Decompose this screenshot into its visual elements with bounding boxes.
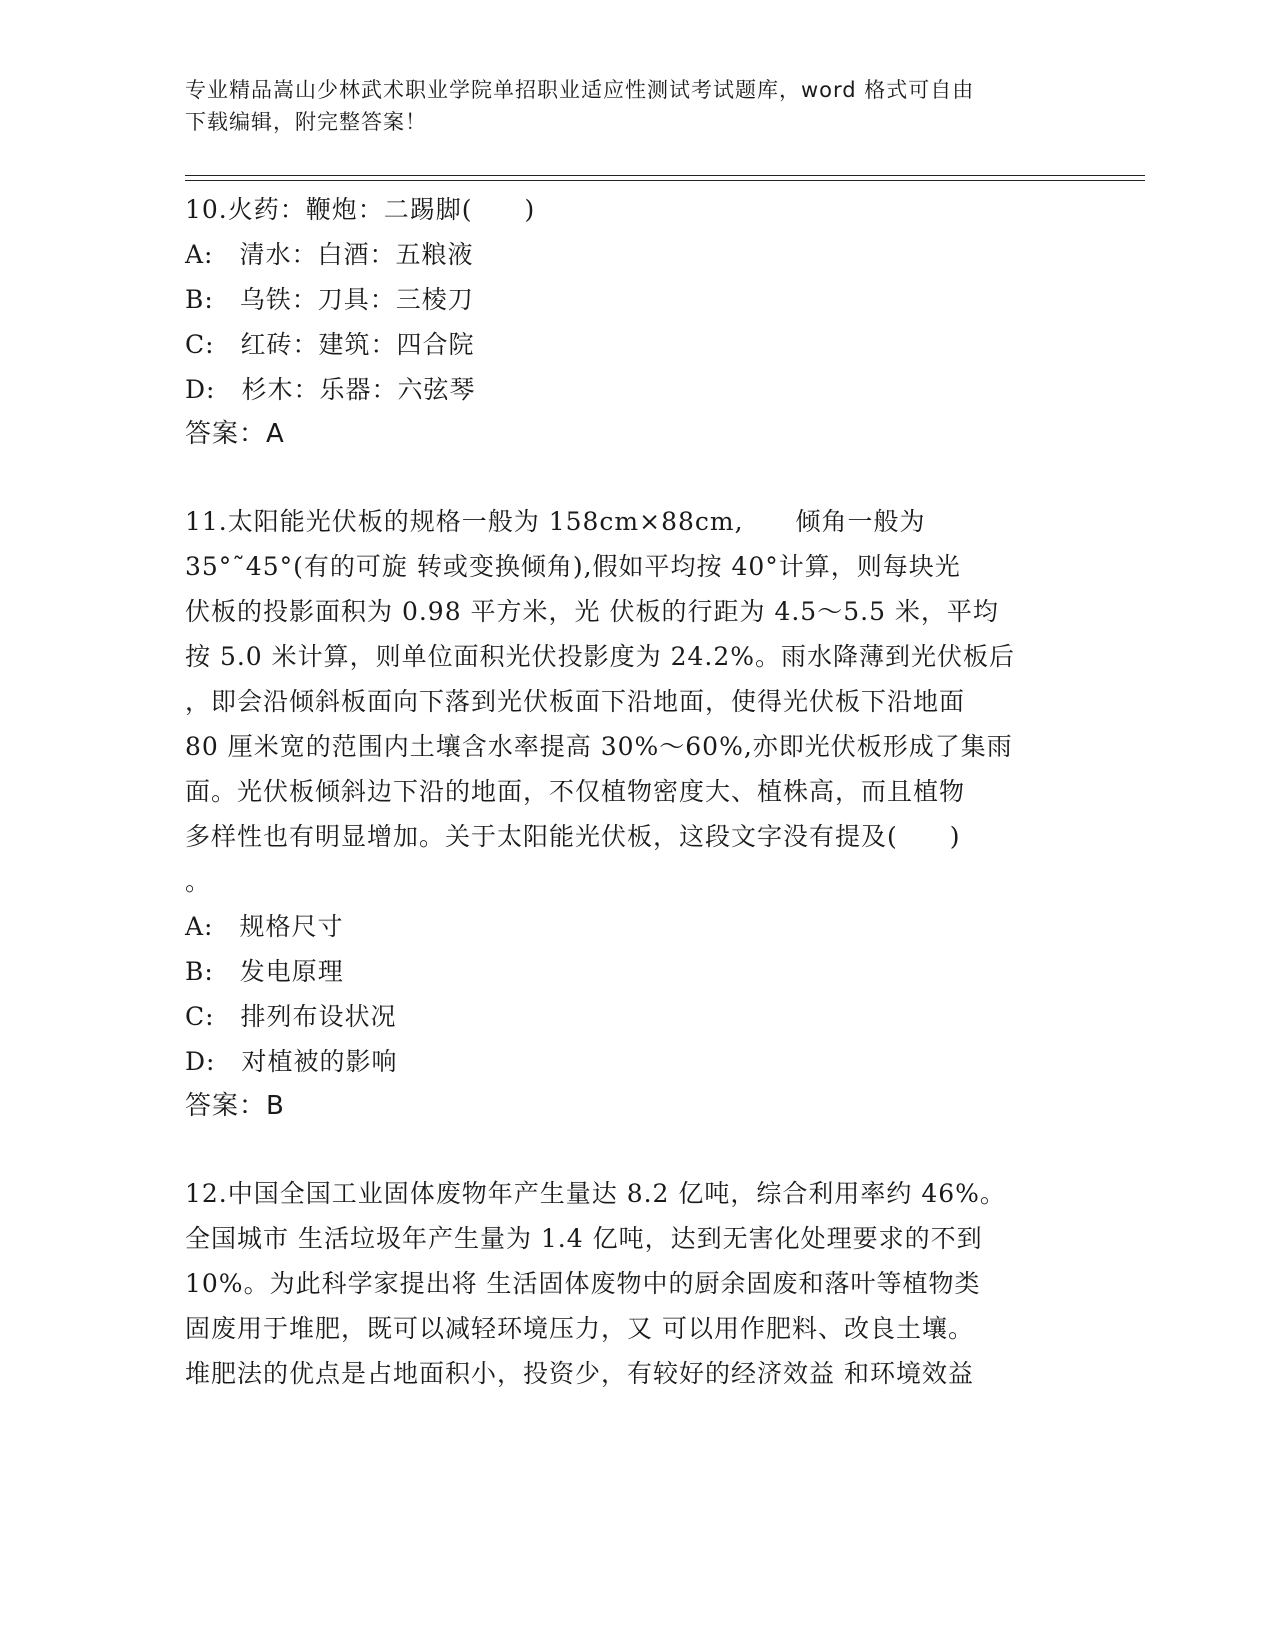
q10-option-a: A: 清水：白酒：五粮液 <box>185 240 474 269</box>
q11-option-b: B: 发电原理 <box>185 957 344 986</box>
q11-line-7: 面。光伏板倾斜边下沿的地面，不仅植物密度大、植株高，而且植物 <box>185 777 966 806</box>
q10-option-b: B: 乌铁：刀具：三棱刀 <box>185 285 474 314</box>
q10-stem: 10.火药：鞭炮：二踢脚( ) <box>185 195 536 224</box>
q10-option-c: C: 红砖：建筑：四合院 <box>185 330 475 359</box>
q11-line-4: 按 5.0 米计算，则单位面积光伏投影度为 24.2%。雨水降薄到光伏板后 <box>185 642 1016 671</box>
q10-option-d: D: 杉木：乐器：六弦琴 <box>185 375 476 404</box>
q12-line-3: 10%。为此科学家提出将 生活固体废物中的厨余固废和落叶等植物类 <box>185 1269 981 1298</box>
question-spacer <box>185 457 1085 499</box>
header-line-1: 专业精品嵩山少林武术职业学院单招职业适应性测试考试题库，word 格式可自由 <box>185 78 975 102</box>
q11-line-6: 80 厘米宽的范围内土壤含水率提高 30%～60%,亦即光伏板形成了集雨 <box>185 732 1013 761</box>
q12-line-5: 堆肥法的优点是占地面积小，投资少，有较好的经济效益 和环境效益 <box>185 1359 974 1388</box>
q12-line-2: 全国城市 生活垃圾年产生量为 1.4 亿吨，达到无害化处理要求的不到 <box>185 1224 983 1253</box>
document-header <box>185 74 1065 138</box>
q11-option-c: C: 排列布设状况 <box>185 1002 397 1031</box>
header-divider-bottom <box>185 180 1145 181</box>
header-divider-top <box>185 175 1145 176</box>
q12-line-4: 固废用于堆肥，既可以减轻环境压力，又 可以用作肥料、改良土壤。 <box>185 1314 974 1343</box>
q11-answer: 答案：B <box>185 1091 285 1121</box>
q10-answer: 答案：A <box>185 419 285 449</box>
q11-option-a: A: 规格尺寸 <box>185 912 344 941</box>
question-content <box>185 187 1085 1396</box>
q11-line-2: 35°˜45°(有的可旋 转或变换倾角),假如平均按 40°计算，则每块光 <box>185 552 961 581</box>
question-spacer <box>185 1129 1085 1171</box>
q11-line-1: 11.太阳能光伏板的规格一般为 158cm×88cm, 倾角一般为 <box>185 507 926 536</box>
q11-option-d: D: 对植被的影响 <box>185 1047 398 1076</box>
q11-line-8: 多样性也有明显增加。关于太阳能光伏板，这段文字没有提及( ) <box>185 822 961 851</box>
q11-line-5: ，即会沿倾斜板面向下落到光伏板面下沿地面，使得光伏板下沿地面 <box>185 687 966 716</box>
q12-line-1: 12.中国全国工业固体废物年产生量达 8.2 亿吨，综合利用率约 46%。 <box>185 1179 1006 1208</box>
q11-line-9: 。 <box>185 867 212 896</box>
q11-line-3: 伏板的投影面积为 0.98 平方米，光 伏板的行距为 4.5～5.5 米，平均 <box>185 597 999 626</box>
header-line-2: 下载编辑，附完整答案！ <box>185 110 427 134</box>
